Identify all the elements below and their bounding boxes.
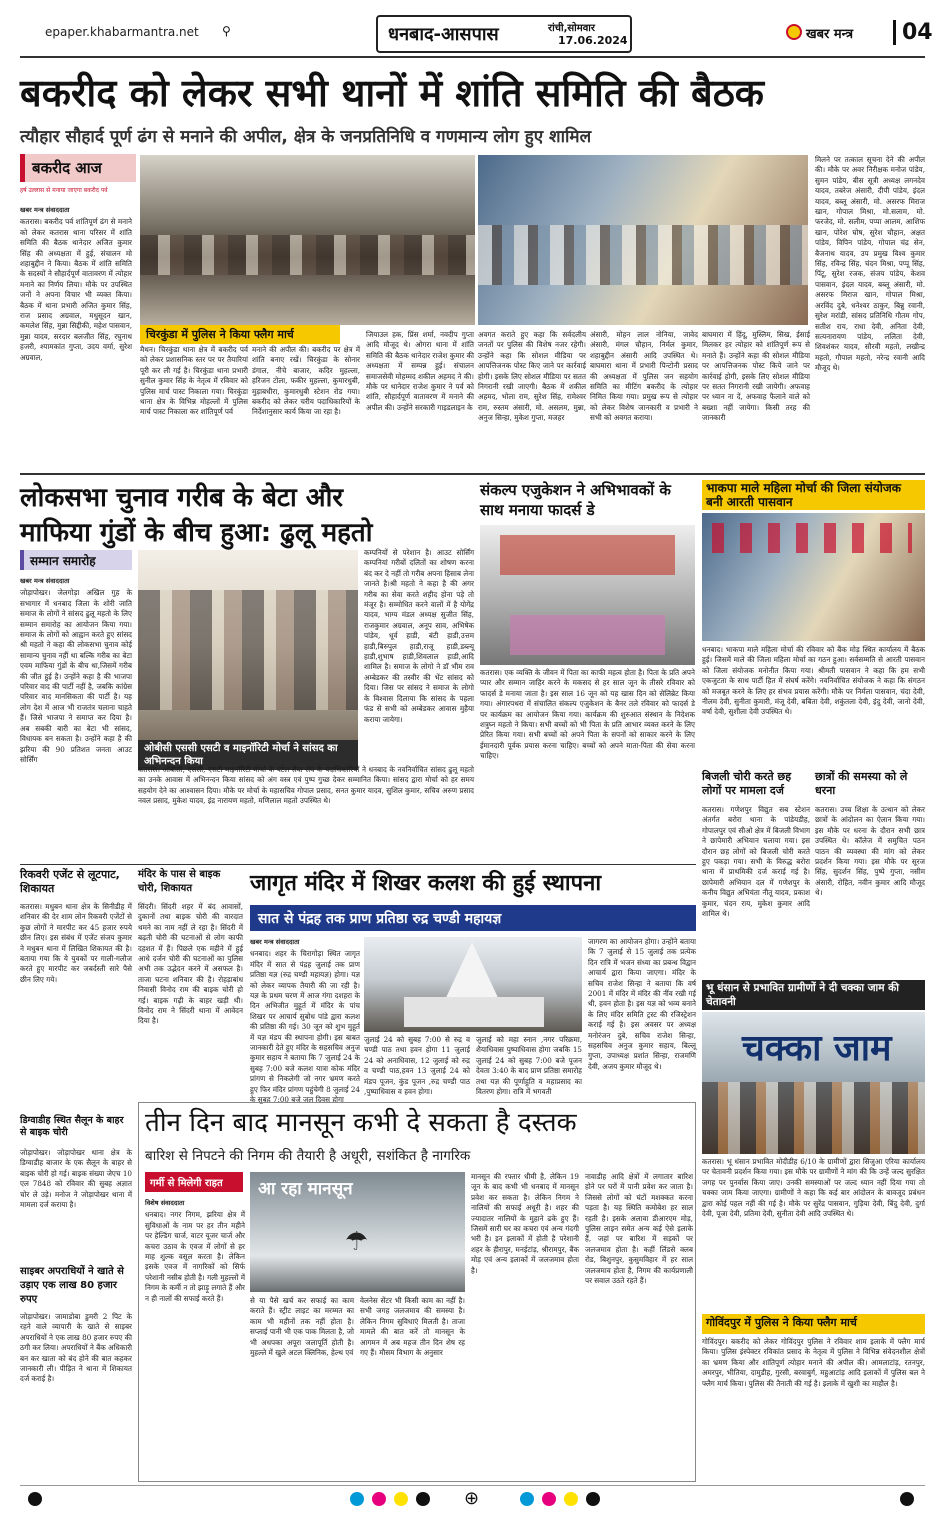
photo-flags — [712, 523, 912, 553]
arti-photo — [702, 513, 925, 641]
photo-banner — [500, 535, 675, 575]
cursor-icon: ⚲ — [222, 24, 231, 38]
temple-base — [404, 997, 544, 1027]
arti-body: धनबाद। भाकपा माले महिला मोर्चा की रविवार को बैंक मोड़ स्थित कार्यालय में बैठक हुई। जिसमें माले की जिला महिला मोर्चा का गठन हुआ। सर्वसम्मति से आरती पासवान को जिला संयोजक मनोनीत किया गया। श्रीमती पासवान ने कहा कि हम सभी एकजुटता के साथ पार्टी हित में संघर्ष करेंगे। नवनिर्वाचित संयोजक ने कहा कि संगठन को मजबूत करने के लिए हर संभव प्रयास करेंगी। मौके पर निर्मला पासवान, चंदा देवी, नीलम देवी, सुनीता कुमारी, मंजू देवी, बबिता देवी, शकुंतला देवी, इंदु देवी, जानो देवी, वर्षा देवी, सुशीला देवी उपस्थित थे। — [702, 645, 925, 717]
lead-photo-1 — [140, 155, 475, 325]
registration-mark-icon — [586, 1492, 600, 1506]
registration-mark-icon — [28, 1492, 42, 1506]
lead-col6: अंसारी, मोहन लाल नोनिया, जावेद अंसारी, मंगल चौहान, निर्मल कुमार, शहाबुद्दीन अंसारी आदि उपस्थित थे। बाघमारा थाना में प्रभारी पिन्टोनी प्रसाद की अध्यक्षता में पुलिस जन सहयोग समिति का मीटिंग बकरीद के त्योहार निमित किया गया। प्रमुख रूप से त्योहार को लेकर विशेष जानकारी व प्रभारी ने सभी को अवगत कराया। — [590, 330, 698, 423]
bhudhasan-photo-text: चक्का जाम — [742, 1028, 892, 1069]
place-day: रांची,सोमवार — [548, 23, 595, 34]
lead-photo-caption: चिरकुंडा में पुलिस ने किया फ्लैग मार्च — [140, 325, 340, 344]
fathers-day-headline: संकल्प एजुकेशन ने अभिभावकों के साथ मनाया फादर्स डे — [480, 481, 671, 519]
lead-bottom-rule — [20, 473, 925, 475]
lead-col8: मिलने पर तत्काल सूचना देने की अपील की। मौके पर अवर निरीक्षक मनोज पांडेय, सुमन पांडेय, बीस सूत्री अध्यक्ष लगनदेव यादव, तबरेज अंसारी, दीपी पांडेय, इंदल यादव, बब्लू अंसारी, मो. असरफ मिराज खान, गोपाल मिश्रा, मो.सलाम, मो. फरजेद, मो. सलीम, पप्पा आलम, आशिफ खान, पोरेश घोष, सुरेश चौहान, अक्षत पांडेय, विपिन पांडेय, गोपाल चंद्र सेन, बैजनाथ यादव, उप प्रमुख विश्व कुमार सिंह, रविन्द्र सिंह, चंदन मिश्रा, पप्पू सिंह, पिंटू, सुरेश रजक, संजय पांडेय, केशव पासवान, इंदल यादव, बब्लू अंसारी, मो. असरफ मिराज खान, गोपाल मिश्रा, अरविंद दुबे, धनेश्वर ठाकुर, बिन्नु रवानी, सुरेश मरांडी, सांसद प्रतिनिधि गौतम गोप, सतीश राय, राधा देवी, अनिता देवी, सत्यनारायण पांडेय, ललिता देवी, शिवशंकर यादव, सौरवी महतो, लखीन्द्र महतो, गौपाल महतो, नरेन्द्र रवानी आदि मौजूद थे। — [815, 155, 925, 373]
lead-byline: खबर मन्त्र संवाददाता — [20, 206, 70, 214]
masthead-url[interactable]: epaper.khabarmantra.net — [45, 25, 199, 39]
registration-mark-icon — [900, 1492, 914, 1506]
loksabha-col1-text: जोड़ापोखर। जेलगोड़ा अखिल गुह के सभागार में धनबाद जिला के शोरी जाति समाज के लोगों ने सांसद ढुलू महतो के लिए सम्मान समारोह का आयोजन किया गया। समाज के लोगों को आह्वान करते हुए सांसद श्री महतो ने कहा की लोकसभा चुनाव कोई सामान्य चुनाव नहीं था बल्कि गरीब का बेटा एवम माफिया गुंडों के बीच था,जिसमें गरीब की जीत हुई है। उन्होंने कहा है की भाजपा परिवार वाद की पार्टी नहीं है, जबकि कांग्रेस परिवार वाद मानसिकता की पार्टी है। यह लोग देश में आज भी राजतंत्र चलाना चाहते हैं। जिसे भाजपा ने समाप्त कर दिया है। अब सबकी बारी का बेटा भी सांसद, विधायक बन सकता है। उन्होंने कहा है की झरिया की 90 प्रतिशत जनता आउट सोर्सिंग — [20, 588, 132, 764]
loksabha-col3: कम्पनियों से परेशान है। आउट सोर्सिंग कम्पनियां गरीबों दलितों का शोषण करना बंद कर दे नहीं तो गरीब अपना हिसाब लेना जानते है।श्री महतो ने कहा है की अगर गरीब का सेवा करते शहीद होना पड़े तो मंजूर है। सम्मोधित करने वालों में है योगेंद्र यादव, भाग्य मंडल अध्यक्ष सुजीत सिंह, राजकुमार अग्रवाल, अनूप साव, अभिषेक पांडेय, धूर्व हाडी, बंटी हाडी,उत्तम हाडी,बिरुपुल हाडी,राजू हाडी,डब्ल्यू हाडी,शुभाष हाडी,शिवलाल हाडी,आदि शामिल है। समाज के लोगो ने डॉ भीम राव अम्बेडकर की तस्वीर की भेंट सांसद को दिया। जिस पर सांसद ने समाज के लोगो के विश्वास दिलाया कि सांसद के पहला फंड से सभी को अम्बेडकर आवास मुहैया कराया जायेगा। — [364, 548, 474, 724]
lead-col2: मैथन। चिरकुंडा थाना क्षेत्र में बकरीद पर्व को लेकर प्रशासनिक स्तर पर पर तैयारियां पूरी कर ली गई है। चिरकुंडा थाना प्रभारी सुनील कुमार सिंह के नेतृत्व में रविवार को पुलिस मार्च पास्ट निकाला गया। चिरकुंडा थाना क्षेत्र के विभिन्न मोहल्लों में पुलिस मार्च पास्ट निकाला कर शांतिपूर्ण पर्व — [140, 345, 248, 417]
jagrit-col2: जुलाई 24 को सुबह 7:00 से रुद्र व चण्डी पाठ तथा हवन होगा 11 जुलाई 24 को अनाधिवास, 12 जुलाई को रुद्र व चण्डी पाठ,हवन 13 जुलाई 24 को मंडप पूजन, कुंड पूजन ,रुद्र चण्डी पाठ ,पुष्पाधिवास व हवन होगा। — [364, 1035, 470, 1097]
arti-headline: भाकपा माले महिला मोर्चा की जिला संयोजक बनी आरती पासवान — [702, 480, 925, 510]
fathers-day-body: कतरास। एक व्यक्ति के जीवन में पिता का काफी महत्व होता है। पिता के प्रति अपने प्यार और सम्मान जाहिर करने के मकसद से हर साल जून के तीसरे रविवार को फादर्स डे मनाया जाता है। इस साल 16 जून को यह खास दिन को सेलिब्रेट किया गया। अंगारपथरा में संचालित संकल्प एजुकेशन के बैनर तले रविवार को फादर्स डे पर कार्यक्रम का आयोजन किया गया। कार्यक्रम की शुरुआत संस्थान के निदेशक शत्रुघ्न महतो ने किया। सभी बच्चों को भी पिता के प्रति आभार व्यक्त करने के लिए प्रेरित किया गया। सभी बच्चों को अपने पिता के सपनों को साकार करने के लिए ईमानदारी पूर्वक प्रयास करना चाहिए। बच्चों को अपने माता-पिता की सेवा करना चाहिए। — [480, 668, 695, 761]
monsoon-col5: नावाडीह आदि क्षेत्रों में लगातार बारिश होने पर घरों में पानी प्रवेश कर जाता है। जिससे लोगों को घंटों मशक्कत करना पड़ता है। यह स्थिति कमोबेश हर साल रहती है। इसके अलावा डीआरएम मोड़, पुलिस लाइन समेत अन्य कई ऐसे इलाके हैं, जहां पर बारिश में सड़कों पर जलजमाव होता है। कहीं लिंडसे क्लब रोड, बिशुनपुर, कुसुमविहार में हर साल जलजमाव होता है, निगम की कार्यप्रणाली पर सवाल उठते रहते हैं। — [585, 1172, 693, 1286]
lead-photo-2 — [478, 155, 808, 325]
registration-mark-icon — [564, 1492, 578, 1506]
loksabha-byline: खबर मन्त्र संवाददाता — [20, 577, 70, 585]
chhatron-headline: छात्रों की समस्या को ले धरना — [815, 770, 908, 797]
registration-mark-icon — [372, 1492, 386, 1506]
registration-mark-icon — [394, 1492, 408, 1506]
lead-label-sub: हर्ष उल्लास से मनाया जाएगा बकरीद पर्व — [20, 187, 108, 194]
chhatron-body: कतरास। उच्च शिक्षा के उत्थान को लेकर छात्रों के आंदोलन का ऐलान किया गया। इस मौके पर धरना के दौरान सभी छात्र उपस्थित थे। कॉलेज में समुचित पठन पाठन की व्यवस्था की मांग को लेकर प्रदर्शन किया गया। इस मौके पर सूरज सिंह, सुदर्शन सिंह, पुष्पे गुप्ता, नसीम अंसारी, रोहित, नवीन कुमार आदि मौजूद थे। — [815, 805, 925, 898]
monsoon-headline: तीन दिन बाद मानसून कभी दे सकता है दस्तक — [145, 1108, 577, 1138]
jagrit-banner: सात से पंद्रह तक प्राण प्रतिष्ठा रुद्र चण्डी महायज्ञ — [250, 905, 696, 931]
umbrella-icon: ☂ — [345, 1227, 369, 1257]
monsoon-col2: से या पैसे खर्च कर सफाई का काम कराते हैं। स्ट्रीट लाइट का मरम्मत का काम भी महीनों तक नहीं होता है। सप्लाई पानी भी एक पाक मिलता है, जो भी अधपका अपूरा जलापूर्ति होती है। मुहल्ले में खुले अटल क्लिनिक, हेल्थ एवं — [250, 1296, 354, 1358]
photo-crowd-row — [478, 225, 808, 285]
fathers-day-photo — [480, 525, 695, 665]
riqvari-body2: जोड़ापोखर। जोड़ापोखर थाना क्षेत्र के डिग्वाडीह बाजार के एक सैलून के बाहर से बाइक चोरी हो गई। बाइक संख्या जेएच 10 एल 7848 को रविवार की सुबह अज्ञात चोर ले उड़े। मनोज ने जोड़ापोखर थाना में मामला दर्ज कराया है। — [20, 1148, 132, 1210]
lead-col4: जियाउल हक, प्रिंस शर्मा, नवदीप गुप्ता आदि मौजूद थे। ओगरा थाना में शांति समिति की बैठक थानेदार राजेश कुमार की अध्यक्षता में सम्पन्न हुई। संचालन समाजसेवी मोहम्मद शकील अहमद ने की। मौके पर थानेदार राजेश कुमार ने पर्व को शांति, सौहार्दपूर्ण वातावरण में मनाने की अपील की। उन्होंने सरकारी गाइडलाइन के — [366, 330, 474, 412]
riqvari-sub2: डिग्वाडीह स्थित सैलून के बाहर से बाइक चोरी — [20, 1115, 124, 1138]
jagrit-col4: जागरण का आयोजन होगा। उन्होंने बताया कि 7 जुलाई से 15 जुलाई तक प्रत्येक दिन रात्रि में भजन संध्या का प्रबन्ध विद्वान आचार्य द्वारा किया जाएगा। मंदिर के सचिव राजेश सिन्हा ने बताया कि वर्ष 2001 में मंदिर में मंदिर की नींव रखी गई थी, हवन होता है। इस यज्ञ को भव्य बनाने के लिए मंदिर समिति ट्रस्ट की रजिस्ट्रेशन कराई गई है। इस अवसर पर अध्यक्ष मनोरंजन दुबे, सचिव राजेश सिन्हा, सहसचिव अनुज कुमार सहाय, बिल्लू गुप्ता, उपाध्यक्ष प्रशांत सिन्हा, राजमणि देवी, अजय कुमार मौजूद थे। — [588, 937, 696, 1071]
riqvari-sub3: साइबर अपराधियों ने खाते से उड़ाए एक लाख 80 हजार रुपए — [20, 1266, 124, 1305]
jagrit-col3: जुलाई को महा स्नान ,नगर परिक्रमा, शैयाधिवास पुष्पाधिवास होगा जबकि 15 जुलाई 24 को सुबह 7:00 बजे पूजन देवता 3:40 के बाद प्राण प्रतिष्ठा समारोह तथा यज्ञ की पूर्णाहुति व महाप्रसाद का वितरण होगा। रात्रि में भगवती — [476, 1035, 582, 1097]
riqvari-body: कतरास। मधुबन थाना क्षेत्र के सिनीडीह में शनिवार की देर शाम लोन रिकवरी एजेंटों से कुछ लोगों ने मारपीट कर 45 हजार रुपये छीन लिए। इस संबंध में एजेंट संजय कुमार ने मधुबन थाना में लिखित शिकायत की है। बताया गया कि ये युवकों पर गाली-गलौज करते हुए मारपीट कर जबर्दस्ती सारे पैसे छीन लिए गये। — [20, 902, 132, 984]
monsoon-photo — [250, 1172, 465, 1292]
monsoon-photo-text: आ रहा मानसून — [258, 1179, 353, 1199]
lead-col7: बाघमारा में हिंदू, मुस्लिम, सिख, ईसाई मिलकर हर त्योहार को शांतिपूर्ण रूप से मनाते हैं। उन्होंने कहा की सोशल मीडिया पर आपत्तिजनक पोस्ट किये जाने पर कार्रवाई होगी, इसके लिए सोशल मीडिया पर सतत निगरानी रखी जायेगी। अफवाह पर ध्यान ना दें, अफवाह फैलाने वाले को बख्शा नहीं जायेगा। किसी तरह की जानकारी — [702, 330, 810, 423]
lead-col5: अवगत कराते हुए कहा कि सर्वदलीय जनतों पर पुलिस की विशेष नजर रहेगी। उन्होंने कहा कि सोशल मीडिया पर आपत्तिजनक पोस्ट किए जाने पर कार्रवाई होगी। इसके लिए सोशल मीडिया पर सतत निगरानी रखी जाएगी। बैठक में शकील अहमद, भोला राम, सुरेश सिंह, रामेश्वर राम, रुस्तम अंसारी, मो. असलम, मुन्ना, अनुज सिन्हा, मुकेश गुप्ता, मजहर — [478, 330, 586, 423]
photo-protesters — [702, 1082, 925, 1154]
bhudhasan-headline: भू धंसान से प्रभावित ग्रामीणों ने दी चक्का जाम की चेतावनी — [702, 980, 925, 1010]
loksabha-col2: कतरास। ओबीसी, एससी, एसटी माइनॉरिटी मोर्चा के पटेल सेवा संघ के पदाधिकारियों ने धनबाद के नवनिर्वाचित सांसद ढुलू महतो का उनके आवास में अभिनन्दन किया सांसद को अंग वस्त्र एवं पुष्प गुच्छ देकर सम्मानित किया। सांसद द्वारा मोर्चा को हर समय सहयोग देने का आश्वासन दिया। मौके पर मोर्चा के महासचिव गोपाल प्रसाद, सनत कुमार यादव, सुशिल कुमार, सचिव अरुण प्रसाद नवल प्रसाद, मुकेश यादव, इंद्र नारायण महतो, मणिलाल महतो उपस्थित थे। — [138, 765, 474, 806]
monsoon-label: गर्मी से मिलेगी राहत — [145, 1172, 243, 1192]
monsoon-col4: मानसून की रफ्तार धीमी है, लेकिन 19 जून के बाद कभी भी धनबाद में मानसून प्रवेश कर सकता है। लेकिन निगम ने नालियों की सफाई अधूरी है। शहर की ज्यादातर नालियों के मुहाने ढके हुए हैं। जिसमें सारी घर का कचरा एवं अन्य गंदगी भरी है। इन इलाकों में होती है परेशानी शहर के हीरापुर, मनईटांड़, श्रीरामपुर, बैंक मोड़ एवं अन्य इलाकों में जलजमाव होता है। — [471, 1172, 579, 1275]
registration-mark-icon — [542, 1492, 556, 1506]
page-number: 04 — [893, 20, 933, 45]
crosshair-icon: ⊕ — [464, 1488, 480, 1509]
lead-label: बकरीद आज — [32, 159, 102, 177]
bijli-headline: बिजली चोरी करते छह लोगों पर मामला दर्ज — [702, 770, 792, 797]
mandir-chori-body: सिंदरी। सिंदरी शहर में बंद आवासों, दुकानों तथा बाइक चोरी की वारदात थमने का नाम नहीं ले रहा है। सिंदरी में बढ़ती चोरी की घटनाओं से लोग काफी दहशत में हैं। पिछले एक महीने में हुई आधे दर्जन चोरी की घटनाओं का पुलिस अभी तक उद्भेदन करने में असफल है। ताजा घटना शनिवार की है। रोहड़ाबांध निवासी विनोद राम की बाइक चोरी हो गई। बाइक गढ़ी के बाहर खड़ी थी। विनोद राम ने सिंदरी थाना में आवेदन दिया है। — [138, 902, 243, 1026]
jagrit-col1-text: धनबाद। शहर के चिरागोड़ा स्थित जागृत मंदिर में सात से पंद्रह जुलाई तक प्राण प्रतिष्ठा यज्ञ (रुद्र चण्डी महायज्ञ) होगा। यज्ञ को लेकर व्यापक तैयारी की जा रही है। यज्ञ के प्रथम चरण में आज गंगा दशहरा के दिन अभिजीत मुहूर्त में मंदिर के पांच शिखर पर आचार्य सुबोध पांडे द्वारा कलश की प्रतिष्ठा की गई। 30 जून को शुभ मुहूर्त में यज्ञ मंडप की स्थापना होगी। इस बाबत जानकारी देते हुए मंदिर के सहसचिव अनुज कुमार सहाय ने बताया कि 7 जुलाई 24 के सुबह 7:00 बजे कलश यात्रा कोक मंदिर प्रांगण से निकलेगी जो नगर भ्रमण करते हुए फिर मंदिर प्रांगण पहुंचेगी 8 जुलाई 24 के सुबह 7:00 बजे जल दिवस होगा — [250, 949, 360, 1105]
lead-subhead: त्यौहार सौहार्द पूर्ण ढंग से मनाने की अपील, क्षेत्र के जनप्रतिनिधि व गणमान्य लोग हुए शामिल — [20, 127, 592, 147]
loksabha-label: सम्मान समारोह — [20, 550, 132, 570]
brand-logo-icon — [786, 24, 802, 40]
lead-headline: बकरीद को लेकर सभी थानों में शांति समिति की बैठक — [20, 71, 764, 115]
bhudhasan-sub2: गोविंदपुर में पुलिस ने किया फ्लैग मार्च — [702, 1314, 925, 1334]
loksabha-headline-2: माफिया गुंडों के बीच हुआ: ढुलू महतो — [20, 518, 373, 548]
brand-name: खबर मन्त्र — [806, 27, 854, 42]
riqvari-headline: रिकवरी एजेंट से लूटपाट, शिकायत — [20, 868, 120, 895]
jagrit-col1 — [250, 937, 360, 1105]
bhudhasan-body2: गोविंदपुर। बकरीद को लेकर गोविंदपुर पुलिस ने रविवार शाम इलाके में फ्लैग मार्च किया। पुलिस इंस्पेक्टर रविकांत प्रसाद के नेतृत्व में पुलिस ने विभिन्न संवेदनशील क्षेत्रों का भ्रमण किया और शांतिपूर्ण त्योहार मनाने की अपील की। आमलाटांड़, रतनपुर, अमरपुर, भीतिया, दामुडीह, गुरसी, बरवाबुर्ग, महुआटांड़ आदि इलाकों में पुलिस बल ने फ्लैग मार्च किया। पुलिस की तैनाती की गई है। इलाके में खुशी का माहौल है। — [702, 1337, 925, 1388]
registration-mark-icon — [350, 1492, 364, 1506]
loksabha-col1 — [20, 576, 132, 861]
registration-mark-icon — [520, 1492, 534, 1506]
registration-mark-icon — [416, 1492, 430, 1506]
jagrit-photo — [364, 937, 582, 1032]
loksabha-headline-1: लोकसभा चुनाव गरीब के बेटा और — [20, 483, 344, 513]
issue-date: 17.06.2024 — [558, 34, 628, 47]
riqvari-body3: जोड़ापोखर। जामाडोबा डुमरी 2 पिट के रहने वाले व्यापारी के खाते से साइबर अपराधियों ने एक लाख 80 हजार रुपए की ठगी कर लिया। अपराधियों ने बैंक अधिकारी बन कर खाता को बंद होने की बात कहकर जानकारी ली। पीड़ित ने थाना में शिकायत दर्ज कराई है। — [20, 1312, 132, 1384]
photo-group — [138, 590, 358, 710]
footer-rule — [20, 1485, 925, 1486]
monsoon-col1 — [145, 1198, 245, 1476]
photo-table — [510, 615, 665, 655]
masthead-rule — [20, 56, 925, 58]
jagrit-headline: जागृत मंदिर में शिखर कलश की हुई स्थापना — [250, 871, 602, 896]
lead-col1-text: कतरास। बकरीद पर्व शांतिपूर्ण ढंग से मनाने को लेकर कतरास थाना परिसर में शांति समिति की बैठक थानेदार अजित कुमार सिंह की अध्यक्षता में हुई, संचालन मो शहाबुद्दीन ने किया। बैठक में शांति समिति के सदस्यों ने सौहार्दपूर्ण वातावरण में त्योहार मनाने का निर्णय लिया। मौके पर उपस्थित जनों ने अपना विचार भी व्यक्त किया। बैठक में थाना प्रभारी अजित कुमार सिंह, राज प्रसाद अग्रवाल, मधुसूदन खान, कमलेश सिंह, मुन्ना सिद्दीकी, महेश पासवान, मुन्ना यादव, सरदार बलजीत सिंह, रघुनाथ हजरी, श्यामकांत गुप्ता, उदय वर्मा, सुरेश अग्रवाल, — [20, 217, 132, 362]
monsoon-byline: विशेष संवाददाता — [145, 1199, 185, 1207]
monsoon-col1-text: धनबाद। नगर निगम, झरिया क्षेत्र में सुविधाओं के नाम पर हर तीन महीने पर हेल्डिंग चार्ज, वाटर यूजर चार्ज और कचरा उठाव के एवज में लोगों से हर माह शुल्क वसूल करता है। लेकिन इसके एवज में नागरिकों को सिर्फ परेशानी नसीब होती है। गली मुहल्लों में निगम के कर्मी न तो झाड़ू लगाते हैं और न ही नालों की सफाई करते हैं। — [145, 1210, 245, 1303]
monsoon-subhead: बारिश से निपटने की निगम की तैयारी है अधूरी, सशंकित है नागरिक — [145, 1148, 471, 1164]
bhudhasan-photo — [702, 1012, 925, 1154]
bhudhasan-body: कतरास। भू धंसान प्रभावित मोदीडीह 6/10 के ग्रामीणों द्वारा सिजुआ एरिया कार्यालय पर चेतावनी प्रदर्शन किया गया। इस मौके पर ग्रामीणों ने मांग की कि उन्हें जल्द सुरक्षित जगह पर पुनर्वास किया जाए। उनकी समस्याओं पर जल्द ध्यान नहीं दिया गया तो चक्का जाम किया जाएगा। ग्रामीणों ने कहा कि कई बार आंदोलन के बावजूद प्रबंधन द्वारा कोई पहल नहीं की गई है। मौके पर सुरेंद्र पासवान, गुड़िया देवी, बिंदु देवी, दुर्गा देवी, पूजा देवी, प्रतिमा देवी, सुनीता देवी आदि उपस्थित थे। — [702, 1157, 925, 1219]
mid-rule — [20, 864, 696, 865]
loksabha-photo-caption: ओबीसी एससी एसटी व माइनॉरिटी मोर्चा ने सांसद का अभिनन्दन किया — [138, 740, 358, 770]
jagrit-byline: खबर मन्त्र संवाददाता — [250, 938, 300, 946]
lead-col1 — [20, 205, 132, 470]
temple-spire — [444, 942, 500, 1002]
loksabha-photo — [138, 550, 358, 740]
monsoon-col3: वेलनेस सेंटर भी किसी काम का नहीं है। सभी जगह जलजमाव की समस्या है। लेकिन निगम सुविधाएं मिलती है। ताजा मामले की बात करें तो मानसून के आगमन में अब महज तीन दिन शेष रह गए हैं। मौसम विभाग के अनुसार — [360, 1296, 465, 1358]
lead-col3: मनाने की अपील की। बकरीद पर क्षेत्र में शांति बनाए रखें। चिरकुंडा के सोनार डंगाल, नीचे बाजार, कदिर मुहल्ला, हरिजन टोला, फकीर मुहल्ला, कुमारधुबी, मुड़ाबधीरा, कुमारधुबी स्टेशन रोड गया। बकरीद को लेकर चरीय पदाधिकारियों के निर्देशानुसार कार्य किया जा रहा है। — [252, 345, 360, 417]
section-title: धनबाद-आसपास — [388, 24, 499, 45]
masthead — [0, 0, 945, 55]
bijli-body: कतरास। गणेशपुर विद्युत सब स्टेशन अंतर्गत बरोरा थाना के पांडेयडीह, गोपालपुर एवं सीओ क्षेत्र में बिजली विभाग ने छापेमारी अभियान चलाया गया। इस दौरान छह लोगों को बिजली चोरी करते हुए पकड़ा गया। सभी के विरुद्ध बरोरा थाना में प्राथमिकी दर्ज कराई गई है। छापेमारी अभियान दल में गणेशपुर के कनीय विद्युत अभियंता नीतू यादव, प्रकाश कुमार, चंदन राय, मुकेश कुमार आदि शामिल थे। — [702, 805, 810, 919]
photo-people-row — [140, 235, 475, 275]
mandir-chori-headline: मंदिर के पास से बाइक चोरी, शिकायत — [138, 869, 221, 894]
